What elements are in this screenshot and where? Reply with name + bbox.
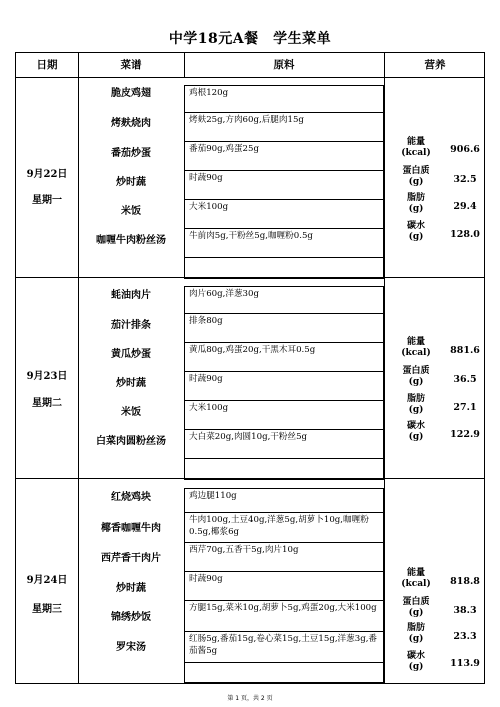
date-cell (16, 78, 78, 279)
ingredient-cell: 时蔬90g (184, 372, 384, 401)
ingredient-cell: 鸡根120g (184, 85, 384, 113)
dish-name: 椰香咖喱牛肉 (101, 523, 161, 534)
dish-name: 米饭 (121, 206, 141, 217)
weekday-label: 星期三 (32, 604, 62, 615)
ingredient-cell: 时蔬90g (184, 171, 384, 200)
fat-value: 29.4 (453, 201, 477, 212)
menu-table (15, 52, 485, 684)
day-block (16, 279, 484, 480)
dish-name: 咖喱牛肉粉丝汤 (96, 235, 166, 246)
dish-name: 炒时蔬 (116, 583, 146, 594)
energy-value: 881.6 (450, 345, 480, 356)
page-title: 中学18元A餐 学生菜单 (168, 31, 332, 47)
fat-value: 27.1 (453, 402, 477, 413)
dish-name: 白菜肉圆粉丝汤 (96, 436, 166, 447)
ingredient-cell: 烤麸25g,方肉60g,后腿肉15g (184, 113, 384, 142)
dish-name: 黄瓜炒蛋 (111, 349, 151, 360)
dish-name: 烤麸烧肉 (111, 118, 151, 129)
date-cell (16, 480, 78, 683)
ingredient-cell: 肉片60g,洋葱30g (184, 286, 384, 314)
protein-label: 蛋白质 (g) (402, 366, 430, 387)
dish-name: 西芹香干肉片 (101, 553, 161, 564)
dish-name: 蚝油肉片 (111, 290, 151, 301)
energy-value: 818.8 (450, 576, 480, 587)
protein-label: 蛋白质 (g) (402, 597, 430, 618)
protein-value: 32.5 (453, 174, 477, 185)
fat-label: 脂肪 (g) (406, 394, 425, 415)
carbs-label: 碳水 (g) (406, 221, 425, 242)
energy-label: 能量 (kcal) (401, 137, 431, 158)
table-header (16, 53, 484, 78)
dish-name: 米饭 (121, 407, 141, 418)
dish-name: 脆皮鸡翅 (111, 88, 151, 99)
carbs-value: 122.9 (450, 429, 480, 440)
ingredient-cell-empty (184, 663, 384, 683)
dish-name: 番茄炒蛋 (111, 148, 151, 159)
ingredient-cell: 时蔬90g (184, 572, 384, 601)
date-label: 9月24日 (26, 575, 68, 586)
ingredient-cell: 西芹70g,五香干5g,肉片10g (184, 543, 384, 572)
ingredient-cell: 方腿15g,菜米10g,胡萝卜5g,鸡蛋20g,大米100g (184, 601, 384, 632)
protein-label: 蛋白质 (g) (402, 166, 430, 187)
dish-name: 锦绣炒饭 (111, 612, 151, 623)
day-block (16, 480, 484, 683)
dish-name: 红烧鸡块 (111, 492, 151, 503)
carbs-value: 128.0 (450, 229, 480, 240)
day-block (16, 78, 484, 279)
header-date: 日期 (36, 59, 58, 71)
ingredient-cell: 黄瓜80g,鸡蛋20g,干黑木耳0.5g (184, 343, 384, 372)
carbs-value: 113.9 (450, 658, 480, 669)
ingredient-cell-empty (184, 459, 384, 480)
dish-name: 炒时蔬 (116, 177, 146, 188)
dish-name: 炒时蔬 (116, 378, 146, 389)
fat-label: 脂肪 (g) (406, 193, 425, 214)
date-label: 9月22日 (26, 169, 68, 180)
date-label: 9月23日 (26, 371, 68, 382)
carbs-label: 碳水 (g) (406, 421, 425, 442)
protein-value: 36.5 (453, 374, 477, 385)
ingredient-cell-empty (184, 258, 384, 279)
header-ingredients: 原料 (273, 59, 295, 71)
row-divider (16, 478, 484, 479)
fat-value: 23.3 (453, 631, 477, 642)
header-nutrition: 营养 (424, 59, 446, 71)
ingredient-cell: 牛肉100g,土豆40g,洋葱5g,胡萝卜10g,咖喱粉0.5g,椰浆6g (184, 513, 384, 543)
ingredient-cell: 牛前肉5g,干粉丝5g,咖喱粉0.5g (184, 229, 384, 258)
weekday-label: 星期二 (32, 398, 62, 409)
energy-label: 能量 (kcal) (401, 568, 431, 589)
date-cell (16, 279, 78, 480)
header-menu: 菜谱 (120, 59, 142, 71)
fat-label: 脂肪 (g) (406, 623, 425, 644)
energy-label: 能量 (kcal) (401, 337, 431, 358)
ingredient-cell: 番茄90g,鸡蛋25g (184, 142, 384, 171)
weekday-label: 星期一 (32, 195, 62, 206)
ingredient-cell: 鸡边腿110g (184, 488, 384, 513)
protein-value: 38.3 (453, 605, 477, 616)
ingredient-cell: 大米100g (184, 200, 384, 229)
column-divider (184, 53, 185, 78)
page-footer: 第 1 页，共 2 页 (227, 695, 273, 702)
ingredient-cell: 排条80g (184, 314, 384, 343)
ingredient-cell: 大白菜20g,肉圆10g,干粉丝5g (184, 430, 384, 459)
carbs-label: 碳水 (g) (406, 651, 425, 672)
row-divider (16, 277, 484, 278)
energy-value: 906.6 (450, 144, 480, 155)
dish-name: 茄汁排条 (111, 320, 151, 331)
ingredient-cell: 红肠5g,番茄15g,卷心菜15g,土豆15g,洋葱3g,番茄酱5g (184, 632, 384, 663)
ingredient-cell: 大米100g (184, 401, 384, 430)
dish-name: 罗宋汤 (116, 642, 146, 653)
